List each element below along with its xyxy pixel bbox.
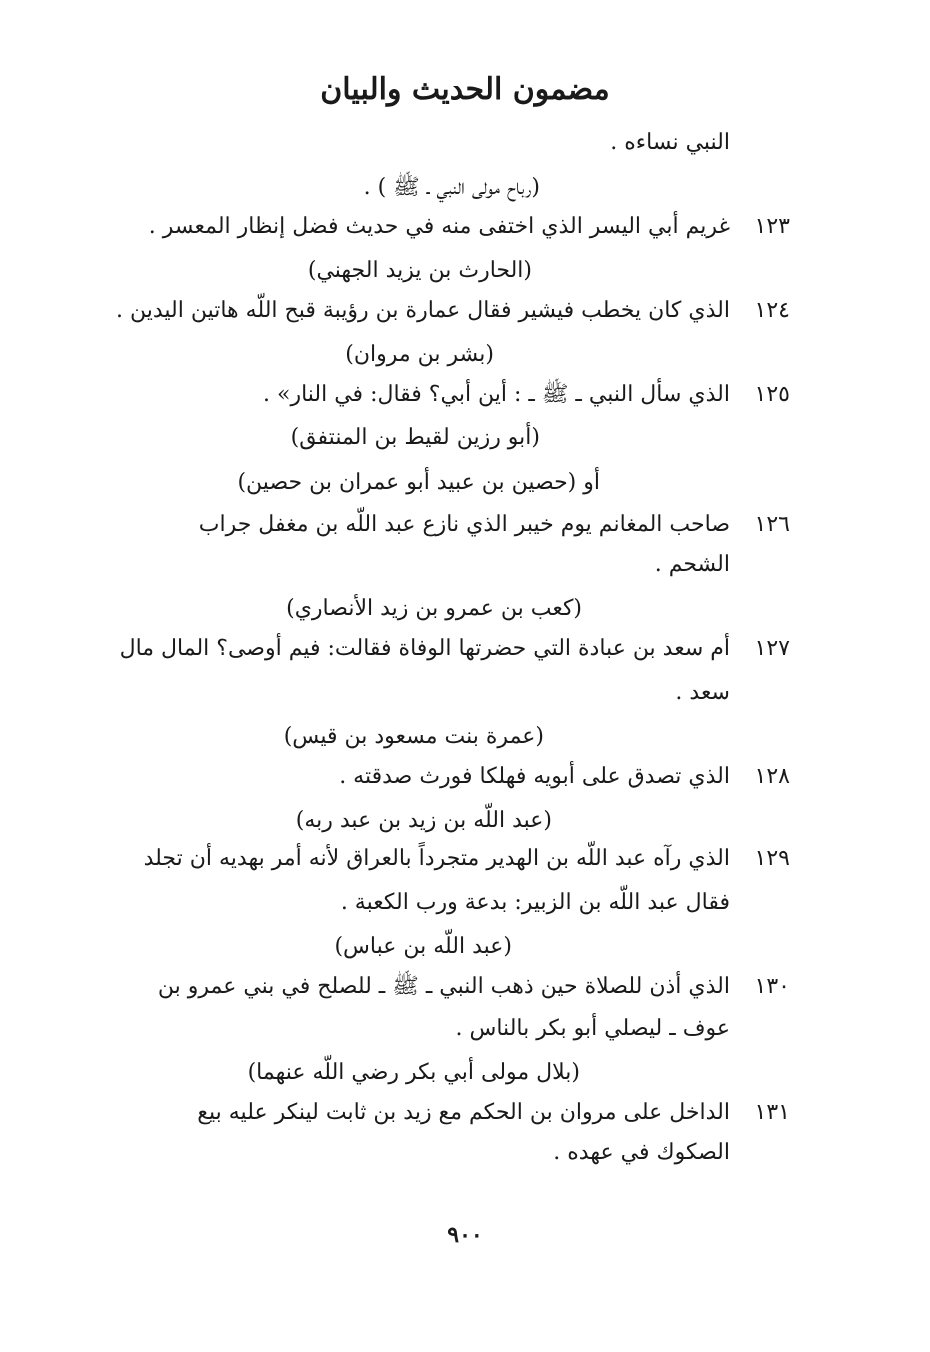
entry-124-number: ١٢٤ — [754, 298, 790, 323]
page-header-title: مضمون الحديث والبيان — [320, 72, 610, 107]
entry-126-number: ١٢٦ — [754, 512, 790, 537]
entry-122-continuation: النبي نساءه . — [610, 130, 730, 155]
page-number: ٩٠٠ — [447, 1222, 483, 1248]
entry-127-answer: (عمرة بنت مسعود بن قيس) — [283, 724, 544, 749]
entry-123-text: غريم أبي اليسر الذي اختفى منه في حديث فضل إنظار المعسر . — [148, 214, 730, 239]
entry-127-text-cont: سعد . — [675, 680, 730, 705]
entry-128-text: الذي تصدق على أبويه فهلكا فورث صدقته . — [339, 764, 730, 789]
entry-126-answer: (كعب بن عمرو بن زيد الأنصاري) — [286, 596, 582, 621]
entry-125-answer-alt: أو (حصين بن عبيد أبو عمران بن حصين) — [237, 470, 600, 495]
entry-127-number: ١٢٧ — [754, 636, 790, 661]
entry-130-text-cont: عوف ـ ليصلي أبو بكر بالناس . — [455, 1016, 730, 1041]
entry-128-answer: (عبد اللّه بن زيد بن عبد ربه) — [295, 808, 552, 833]
entry-130-text: الذي أذن للصلاة حين ذهب النبي ـ ﷺ ـ للصلح في بني عمرو بن — [157, 974, 730, 999]
entry-126-text: صاحب المغانم يوم خيبر الذي نازع عبد اللّه بن مغفل جراب — [198, 512, 730, 537]
entry-125-text: الذي سأل النبي ـ ﷺ ـ : أين أبي؟ فقال: في النار» . — [263, 382, 730, 407]
entry-131-text: الداخل على مروان بن الحكم مع زيد بن ثابت لينكر عليه بيع — [197, 1100, 730, 1125]
entry-124-text: الذي كان يخطب فيشير فقال عمارة بن رؤيبة قبح اللّه هاتين اليدين . — [115, 298, 730, 323]
entry-129-text-cont: فقال عبد اللّه بن الزبير: بدعة ورب الكعبة . — [340, 890, 730, 915]
entry-122-answer: (رباح مولى النبي ـ ﷺ ) . — [363, 175, 540, 200]
entry-128-number: ١٢٨ — [754, 764, 790, 789]
entry-129-answer: (عبد اللّه بن عباس) — [334, 934, 512, 959]
entry-131-number: ١٣١ — [754, 1100, 790, 1125]
entry-131-text-cont: الصكوك في عهده . — [553, 1140, 730, 1165]
entry-130-number: ١٣٠ — [754, 974, 790, 999]
entry-123-number: ١٢٣ — [754, 214, 790, 239]
entry-125-number: ١٢٥ — [754, 382, 790, 407]
entry-124-answer: (بشر بن مروان) — [345, 342, 494, 367]
entry-125-answer: (أبو رزين لقيط بن المنتفق) — [290, 425, 540, 450]
entry-129-number: ١٢٩ — [754, 846, 790, 871]
entry-130-answer: (بلال مولى أبي بكر رضي اللّه عنهما) — [247, 1060, 580, 1085]
entry-129-text: الذي رآه عبد اللّه بن الهدير متجرداً بالعراق لأنه أمر بهديه أن تجلد — [143, 846, 730, 871]
entry-127-text: أم سعد بن عبادة التي حضرتها الوفاة فقالت: فيم أوصى؟ المال مال — [119, 636, 730, 661]
entry-123-answer: (الحارث بن يزيد الجهني) — [307, 258, 532, 283]
entry-126-text-cont: الشحم . — [654, 552, 730, 577]
